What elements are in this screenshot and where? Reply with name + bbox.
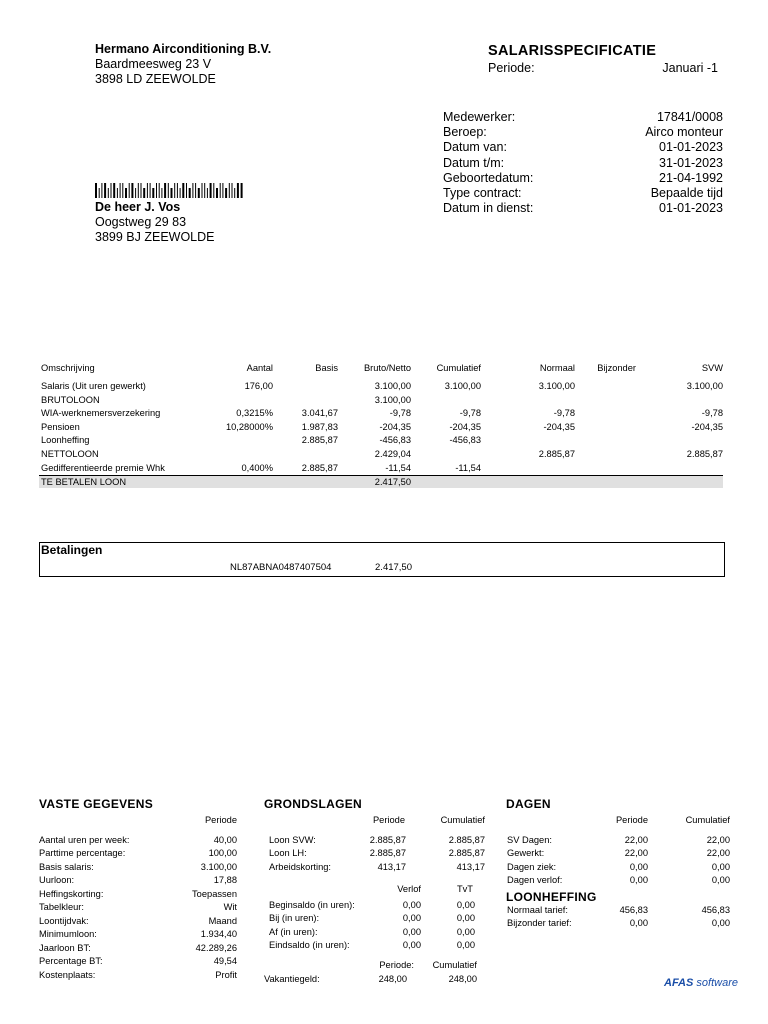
table-cell: -204,35 <box>543 421 575 432</box>
grond-rows <box>264 834 489 875</box>
vaste-label: Parttime percentage: <box>39 848 126 858</box>
table-row <box>39 434 723 448</box>
payment-iban: NL87ABNA0487407504 <box>230 562 332 573</box>
vaste-label: Minimumloon: <box>39 929 97 939</box>
table-cell: -9,78 <box>701 408 723 419</box>
verlof-label: Bij (in uren): <box>269 913 320 923</box>
verlof-cumulatief: 0,00 <box>456 926 475 937</box>
vaste-row <box>39 834 239 848</box>
table-row <box>39 462 723 476</box>
employee-address <box>95 200 215 245</box>
grond-label: Loon LH: <box>269 848 307 858</box>
grond-row <box>264 847 489 861</box>
loonheffing-label: Normaal tarief: <box>507 904 568 915</box>
vaste-col-header <box>39 814 239 828</box>
dagen-row <box>506 874 730 888</box>
table-cell: 3.100,00 <box>444 381 481 391</box>
info-value: 01-01-2023 <box>659 140 723 155</box>
vaste-value: 40,00 <box>213 834 237 845</box>
dagen-row <box>506 847 730 861</box>
verlof-row <box>264 926 489 940</box>
dagen-title: DAGEN <box>506 797 551 811</box>
vaste-label: Percentage BT: <box>39 956 103 966</box>
vaste-row <box>39 969 239 983</box>
dagen-label: Dagen verlof: <box>507 875 563 885</box>
vaste-label: Kostenplaats: <box>39 969 96 980</box>
dagen-cumulatief: 22,00 <box>706 834 730 845</box>
loonheffing-cumulatief: 0,00 <box>711 918 730 928</box>
table-cell: Gedifferentieerde premie Whk <box>41 462 165 473</box>
periode-value: Januari -1 <box>662 61 718 75</box>
vaste-label: Jaarloon BT: <box>39 942 91 953</box>
table-cell: Loonheffing <box>41 435 90 446</box>
info-label: Medewerker: <box>443 110 516 124</box>
info-label: Type contract: <box>443 185 522 200</box>
afas-logo <box>664 977 738 989</box>
dagen-col-cumulatief: Cumulatief <box>685 815 730 825</box>
grond-label: Arbeidskorting: <box>269 861 332 872</box>
table-total-cell: TE BETALEN LOON <box>41 477 127 488</box>
table-cell: 0,3215% <box>236 408 273 419</box>
table-cell: NETTOLOON <box>41 448 99 459</box>
verlof-row <box>264 939 489 953</box>
verlof-cumulatief: 0,00 <box>456 899 475 910</box>
document-title: SALARISSPECIFICATIE <box>488 43 657 59</box>
grond-row <box>264 834 489 848</box>
table-header-cell: SVW <box>701 363 723 373</box>
loonheffing-rows <box>506 904 730 931</box>
dagen-periode: 22,00 <box>624 834 648 845</box>
vaste-label: Basis salaris: <box>39 861 94 872</box>
info-label: Beroep: <box>443 125 487 140</box>
grond-periode: 2.885,87 <box>369 848 406 858</box>
info-row <box>443 156 723 171</box>
grond-periode: 413,17 <box>377 861 406 872</box>
table-cell: -11,54 <box>385 462 411 473</box>
info-row <box>443 186 723 201</box>
info-label: Datum t/m: <box>443 155 505 170</box>
table-header-cell: Aantal <box>246 363 273 373</box>
loonheffing-periode: 0,00 <box>629 918 648 928</box>
payment-amount: 2.417,50 <box>375 562 412 573</box>
table-cell: 2.885,87 <box>538 448 575 459</box>
vaste-value: 42.289,26 <box>195 942 237 953</box>
vaste-row <box>39 901 239 915</box>
table-header-cell: Cumulatief <box>436 363 481 373</box>
vakantiegeld-cumulatief: 248,00 <box>448 974 477 984</box>
table-total-row <box>39 475 723 488</box>
vaste-value: 17,88 <box>213 875 237 885</box>
info-label: Geboortedatum: <box>443 170 534 185</box>
grond-cumulatief: 2.885,87 <box>448 848 485 858</box>
info-row <box>443 201 723 216</box>
vaste-value: Toepassen <box>192 888 237 899</box>
info-label: Datum van: <box>443 140 507 155</box>
grond-label: Loon SVW: <box>269 834 316 845</box>
table-header-cell: Omschrijving <box>41 363 95 373</box>
verlof-periode: 0,00 <box>402 913 421 923</box>
vaste-label: Aantal uren per week: <box>39 834 130 845</box>
table-cell: 2.429,04 <box>374 448 411 459</box>
dagen-periode: 0,00 <box>629 861 648 872</box>
vaste-label: Tabelkleur: <box>39 902 84 912</box>
table-cell: 3.100,00 <box>686 381 723 391</box>
table-cell: -9,78 <box>459 408 481 419</box>
payments-box <box>39 542 725 577</box>
afas-logo-suffix: software <box>696 977 738 989</box>
table-row <box>39 394 723 408</box>
loonheffing-periode: 456,83 <box>619 904 648 915</box>
grondslagen-section <box>264 797 489 987</box>
table-cell: -456,83 <box>379 435 411 446</box>
verlof-periode: 0,00 <box>402 899 421 910</box>
vaste-row <box>39 942 239 956</box>
vakantie-col-cumulatief: Cumulatief <box>432 959 477 970</box>
verlof-periode: 0,00 <box>402 926 421 937</box>
dagen-col-periode: Periode <box>615 815 648 825</box>
grond-col-periode: Periode <box>372 815 405 825</box>
company-name: Hermano Airconditioning B.V. <box>95 42 272 56</box>
loonheffing-label: Bijzonder tarief: <box>507 918 572 928</box>
vaste-row <box>39 955 239 969</box>
dagen-label: Dagen ziek: <box>507 861 557 872</box>
table-header-cell: Normaal <box>539 363 575 373</box>
grondslagen-title: GRONDSLAGEN <box>264 797 362 811</box>
verlof-cumulatief: 0,00 <box>456 913 475 923</box>
table-cell: -204,35 <box>691 421 723 432</box>
vakantiegeld-periode: 248,00 <box>378 974 407 984</box>
barcode-icon <box>95 183 243 198</box>
vaste-value: Profit <box>215 969 237 980</box>
employee-name: De heer J. Vos <box>95 200 181 214</box>
info-row <box>443 171 723 186</box>
vaste-label: Loontijdvak: <box>39 915 89 926</box>
vaste-row <box>39 915 239 929</box>
vaste-rows <box>39 834 239 983</box>
table-cell: WIA-werknemersverzekering <box>41 408 161 419</box>
company-block <box>95 42 271 87</box>
dagen-periode: 22,00 <box>624 848 648 858</box>
dagen-row <box>506 834 730 848</box>
verlof-label: Eindsaldo (in uren): <box>269 940 350 950</box>
payments-title: Betalingen <box>41 543 103 557</box>
table-cell: 10,28000% <box>225 421 273 432</box>
table-cell: 3.041,67 <box>301 408 338 419</box>
verlof-rows <box>264 899 489 953</box>
afas-logo-name: AFAS <box>664 977 694 989</box>
table-cell: -204,35 <box>449 421 481 432</box>
info-value: Bepaalde tijd <box>650 185 723 200</box>
dagen-col-header <box>506 814 730 828</box>
employee-address-city: 3899 BJ ZEEWOLDE <box>95 230 215 244</box>
periode-label: Periode: <box>488 61 535 75</box>
grond-col-cumulatief: Cumulatief <box>440 815 485 825</box>
table-header-cell: Bruto/Netto <box>363 363 411 373</box>
table-cell: 176,00 <box>244 381 273 391</box>
vaste-row <box>39 861 239 875</box>
table-cell: 1.987,83 <box>301 421 338 432</box>
table-cell: 3.100,00 <box>374 394 411 405</box>
grond-periode: 2.885,87 <box>369 834 406 845</box>
vaste-value: 1.934,40 <box>200 929 237 939</box>
company-address-street: Baardmeesweg 23 V <box>95 57 212 71</box>
info-row <box>443 125 723 140</box>
table-row <box>39 407 723 421</box>
verlof-col-header <box>264 883 489 897</box>
vaste-label: Heffingskorting: <box>39 888 104 899</box>
table-total-cell: 2.417,50 <box>374 477 411 488</box>
loonheffing-row <box>506 917 730 931</box>
grond-cumulatief: 2.885,87 <box>448 834 485 845</box>
vakantiegeld-row <box>264 973 489 987</box>
vaste-row <box>39 874 239 888</box>
dagen-section <box>506 797 730 931</box>
table-cell: -456,83 <box>449 435 481 446</box>
dagen-label: Gewerkt: <box>507 848 545 858</box>
info-value: Airco monteur <box>645 125 723 140</box>
vaste-row <box>39 928 239 942</box>
employee-address-street: Oogstweg 29 83 <box>95 215 187 229</box>
info-row <box>443 140 723 155</box>
table-cell: 0,400% <box>241 462 273 473</box>
table-cell: -204,35 <box>379 421 411 432</box>
vaste-gegevens-section <box>39 797 239 982</box>
table-header-cell: Bijzonder <box>597 363 636 373</box>
dagen-cumulatief: 0,00 <box>711 861 730 872</box>
loonheffing-row <box>506 904 730 918</box>
table-cell: 2.885,87 <box>301 462 338 473</box>
grond-row <box>264 861 489 875</box>
dagen-cumulatief: 0,00 <box>711 875 730 885</box>
table-cell: 3.100,00 <box>374 381 411 391</box>
table-header-cell: Basis <box>315 363 338 373</box>
dagen-rows <box>506 834 730 888</box>
employee-info <box>443 110 723 216</box>
table-cell: 2.885,87 <box>301 435 338 446</box>
table-cell: -9,78 <box>553 408 575 419</box>
vakantiegeld-label: Vakantiegeld: <box>264 974 320 984</box>
info-value: 17841/0008 <box>656 110 723 124</box>
verlof-periode: 0,00 <box>402 940 421 950</box>
dagen-cumulatief: 22,00 <box>706 848 730 858</box>
loonheffing-cumulatief: 456,83 <box>701 904 730 915</box>
verlof-label: Beginsaldo (in uren): <box>269 899 355 910</box>
vaste-row <box>39 888 239 902</box>
table-cell: Salaris (Uit uren gewerkt) <box>41 381 146 391</box>
vakantie-col-periode: Periode: <box>379 959 414 970</box>
vaste-col-periode: Periode <box>204 815 237 825</box>
info-value: 31-01-2023 <box>659 155 723 170</box>
info-value: 21-04-1992 <box>659 170 723 185</box>
vaste-label: Uurloon: <box>39 875 75 885</box>
salary-table <box>39 362 723 488</box>
verlof-cumulatief: 0,00 <box>456 940 475 950</box>
table-row <box>39 448 723 462</box>
vakantie-col-header <box>264 959 489 973</box>
vaste-value: 3.100,00 <box>200 861 237 872</box>
verlof-row <box>264 912 489 926</box>
table-cell: Pensioen <box>41 421 80 432</box>
table-cell: -11,54 <box>455 462 481 473</box>
table-row <box>39 421 723 435</box>
dagen-row <box>506 861 730 875</box>
table-row <box>39 380 723 394</box>
info-label: Datum in dienst: <box>443 201 534 216</box>
info-value: 01-01-2023 <box>659 201 723 216</box>
vaste-value: 100,00 <box>208 848 237 858</box>
vaste-row <box>39 847 239 861</box>
vaste-value: Wit <box>223 902 237 912</box>
grond-col-header <box>264 814 489 828</box>
vaste-value: Maand <box>208 915 237 926</box>
table-cell: 3.100,00 <box>538 381 575 391</box>
table-header-row <box>39 362 723 380</box>
table-cell: BRUTOLOON <box>41 394 100 405</box>
verlof-col-verlof: Verlof <box>397 884 421 894</box>
vaste-gegevens-title: VASTE GEGEVENS <box>39 797 154 811</box>
verlof-label: Af (in uren): <box>269 926 318 937</box>
grond-cumulatief: 413,17 <box>456 861 485 872</box>
dagen-label: SV Dagen: <box>507 834 552 845</box>
loonheffing-title: LOONHEFFING <box>506 889 597 904</box>
vaste-value: 49,54 <box>213 956 237 966</box>
table-cell: -9,78 <box>389 408 411 419</box>
table-cell: 2.885,87 <box>686 448 723 459</box>
info-row <box>443 110 723 125</box>
verlof-col-tvt: TvT <box>456 884 473 894</box>
verlof-row <box>264 899 489 913</box>
dagen-periode: 0,00 <box>629 875 648 885</box>
company-address-city: 3898 LD ZEEWOLDE <box>95 72 216 86</box>
